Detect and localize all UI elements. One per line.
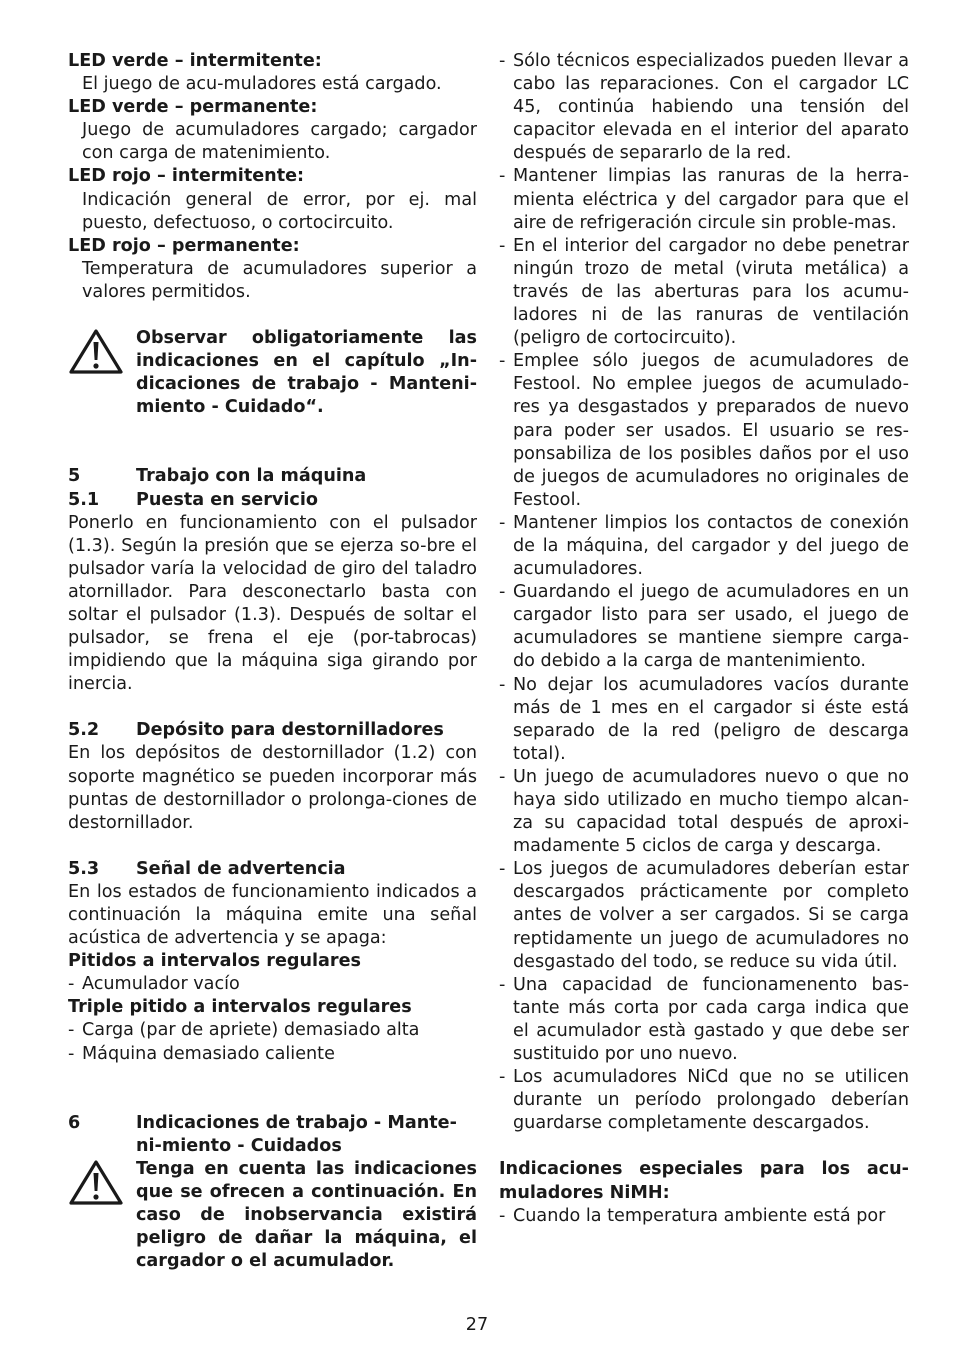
warning-triangle-icon: [68, 1158, 136, 1273]
led-item: [68, 235, 477, 304]
list-item: - Emplee sólo juegos de acumuladores de Festool. No emplee juegos de acumulado-res ya desgastados y preparados de nuevo para poder ser usados. El usuario se res-ponsabiliza de los posibles daños por el uso de juegos de acumuladores no originales de Festool.: [499, 350, 909, 512]
led-title: LED verde – permanente:: [68, 97, 318, 118]
section-title: Puesta en servicio: [136, 489, 318, 510]
warning-block: [68, 1158, 477, 1273]
section-heading: [68, 465, 477, 488]
dash-list: [68, 973, 477, 996]
warning-block: [68, 327, 477, 419]
list-item: - Los acumuladores NiCd que no se utilicen durante un período prolongado deberían guardarse completamente descargados.: [499, 1066, 909, 1135]
section-number: 6: [68, 1112, 81, 1133]
subheading: Pitidos a intervalos regulares: [68, 951, 361, 972]
dash-list: [499, 50, 909, 1135]
dash-list: [499, 1205, 909, 1228]
warning-triangle-icon: [68, 327, 136, 419]
warning-text: Tenga en cuenta las indicaciones que se ofrecen a continuación. En caso de inobservancia existirá peligro de dañar la máquina, el cargador o el acumulador.: [136, 1158, 477, 1272]
list-item: - No dejar los acumuladores vacíos durante más de 1 mes en el cargador si éste está separado de la red (peligro de descarga total).: [499, 674, 909, 766]
list-item: - Cuando la temperatura ambiente está por: [499, 1205, 909, 1228]
section-title: Indicaciones de trabajo - Mante-ni-miento - Cuidados: [136, 1112, 457, 1156]
section-number: 5.1: [68, 489, 100, 510]
page-number: 27: [465, 1315, 489, 1335]
list-item: - Guardando el juego de acumuladores en un cargador listo para ser usado, el juego de acumuladores se mantiene siempre carga-do debido a la carga de mantenimiento.: [499, 581, 909, 673]
led-text: Temperatura de acumuladores superior a valores permitidos.: [82, 258, 477, 302]
section-heading: [68, 489, 477, 512]
list-item: - Mantener limpios los contactos de conexión de la máquina, del cargador y del juego de acumuladores.: [499, 512, 909, 581]
led-text: Indicación general de error, por ej. mal puesto, defectuoso, o cortocircuito.: [82, 189, 477, 233]
section-number: 5.3: [68, 858, 100, 879]
section-title: Trabajo con la máquina: [136, 466, 367, 487]
list-item: - Mantener limpias las ranuras de la herra-mienta eléctrica y del cargador para que el aire de refrigeración circule sin proble-mas.: [499, 165, 909, 234]
section-heading: [68, 858, 477, 881]
led-text: El juego de acu-muladores está cargado.: [82, 74, 442, 95]
left-column: [68, 50, 477, 1273]
list-item: - Acumulador vacío: [68, 973, 477, 996]
led-item: [68, 50, 477, 96]
list-item: - Un juego de acumuladores nuevo o que no haya sido utilizado en mucho tiempo alcan-za su capacidad total después de aproxi-madamente 5 ciclos de carga y descarga.: [499, 766, 909, 858]
list-item: - Una capacidad de funcionamenento bas-tante más corta por cada carga indica que el acumulador està gastado y que debe ser sustituido por uno nuevo.: [499, 974, 909, 1066]
list-item: - Los juegos de acumuladores deberían estar descargados prácticamente por completo antes de volver a ser cargados. Si se carga reptidamente un juego de acumuladores no desgastado del todo, se reduce su vida útil.: [499, 858, 909, 973]
section-paragraph: En los depósitos de destornillador (1.2) con soporte magnético se pueden incorporar más puntas de destornillador o prolonga-ciones de destornillador.: [68, 743, 477, 833]
led-item: [68, 165, 477, 234]
subheading-nimh: Indicaciones especiales para los acu-muladores NiMH:: [499, 1159, 909, 1203]
list-item: - Sólo técnicos especializados pueden llevar a cabo las reparaciones. Con el cargador LC 45, continúa habiendo una tensión del capacitor elevada en el interior del aparato después de separarlo de la red.: [499, 50, 909, 165]
led-text: Juego de acumuladores cargado; cargador con carga de matenimiento.: [82, 120, 477, 164]
section-heading: [68, 719, 477, 742]
right-column: [499, 50, 909, 1228]
section-number: 5: [68, 466, 81, 487]
led-title: LED verde – intermitente:: [68, 51, 322, 71]
section-paragraph: En los estados de funcionamiento indicados a continuación la máquina emite una señal acústica de advertencia y se apaga:: [68, 881, 477, 949]
list-item: - Carga (par de apriete) demasiado alta: [68, 1019, 477, 1042]
led-item: [68, 96, 477, 165]
warning-text: Observar obligatoriamente las indicaciones en el capítulo „In-dicaciones de trabajo - Manteni-miento - Cuidado“.: [136, 328, 477, 418]
section-title: Señal de advertencia: [136, 858, 346, 879]
led-title: LED rojo – intermitente:: [68, 166, 305, 187]
section-heading: [68, 1112, 477, 1158]
section-paragraph: Ponerlo en funcionamiento con el pulsador (1.3). Según la presión que se ejerza so-bre el pulsador varía la velocidad de giro del taladro atornillador. Para desconectarlo basta con soltar el pulsador (1.3). Después de soltar el pulsador, se frena el eje (por-tabrocas) impidiendo que la máquina siga girando por inercia.: [68, 512, 477, 695]
led-title: LED rojo – permanente:: [68, 235, 300, 256]
section-title: Depósito para destornilladores: [136, 720, 444, 741]
list-item: - En el interior del cargador no debe penetrar ningún trozo de metal (viruta metálica) a través de las aberturas para los acumu-ladores ni de las ranuras de ventilación (peligro de cortocircuito).: [499, 235, 909, 350]
dash-list: [68, 1019, 477, 1065]
section-number: 5.2: [68, 720, 100, 741]
subheading: Triple pitido a intervalos regulares: [68, 997, 412, 1018]
list-item: - Máquina demasiado caliente: [68, 1043, 477, 1066]
